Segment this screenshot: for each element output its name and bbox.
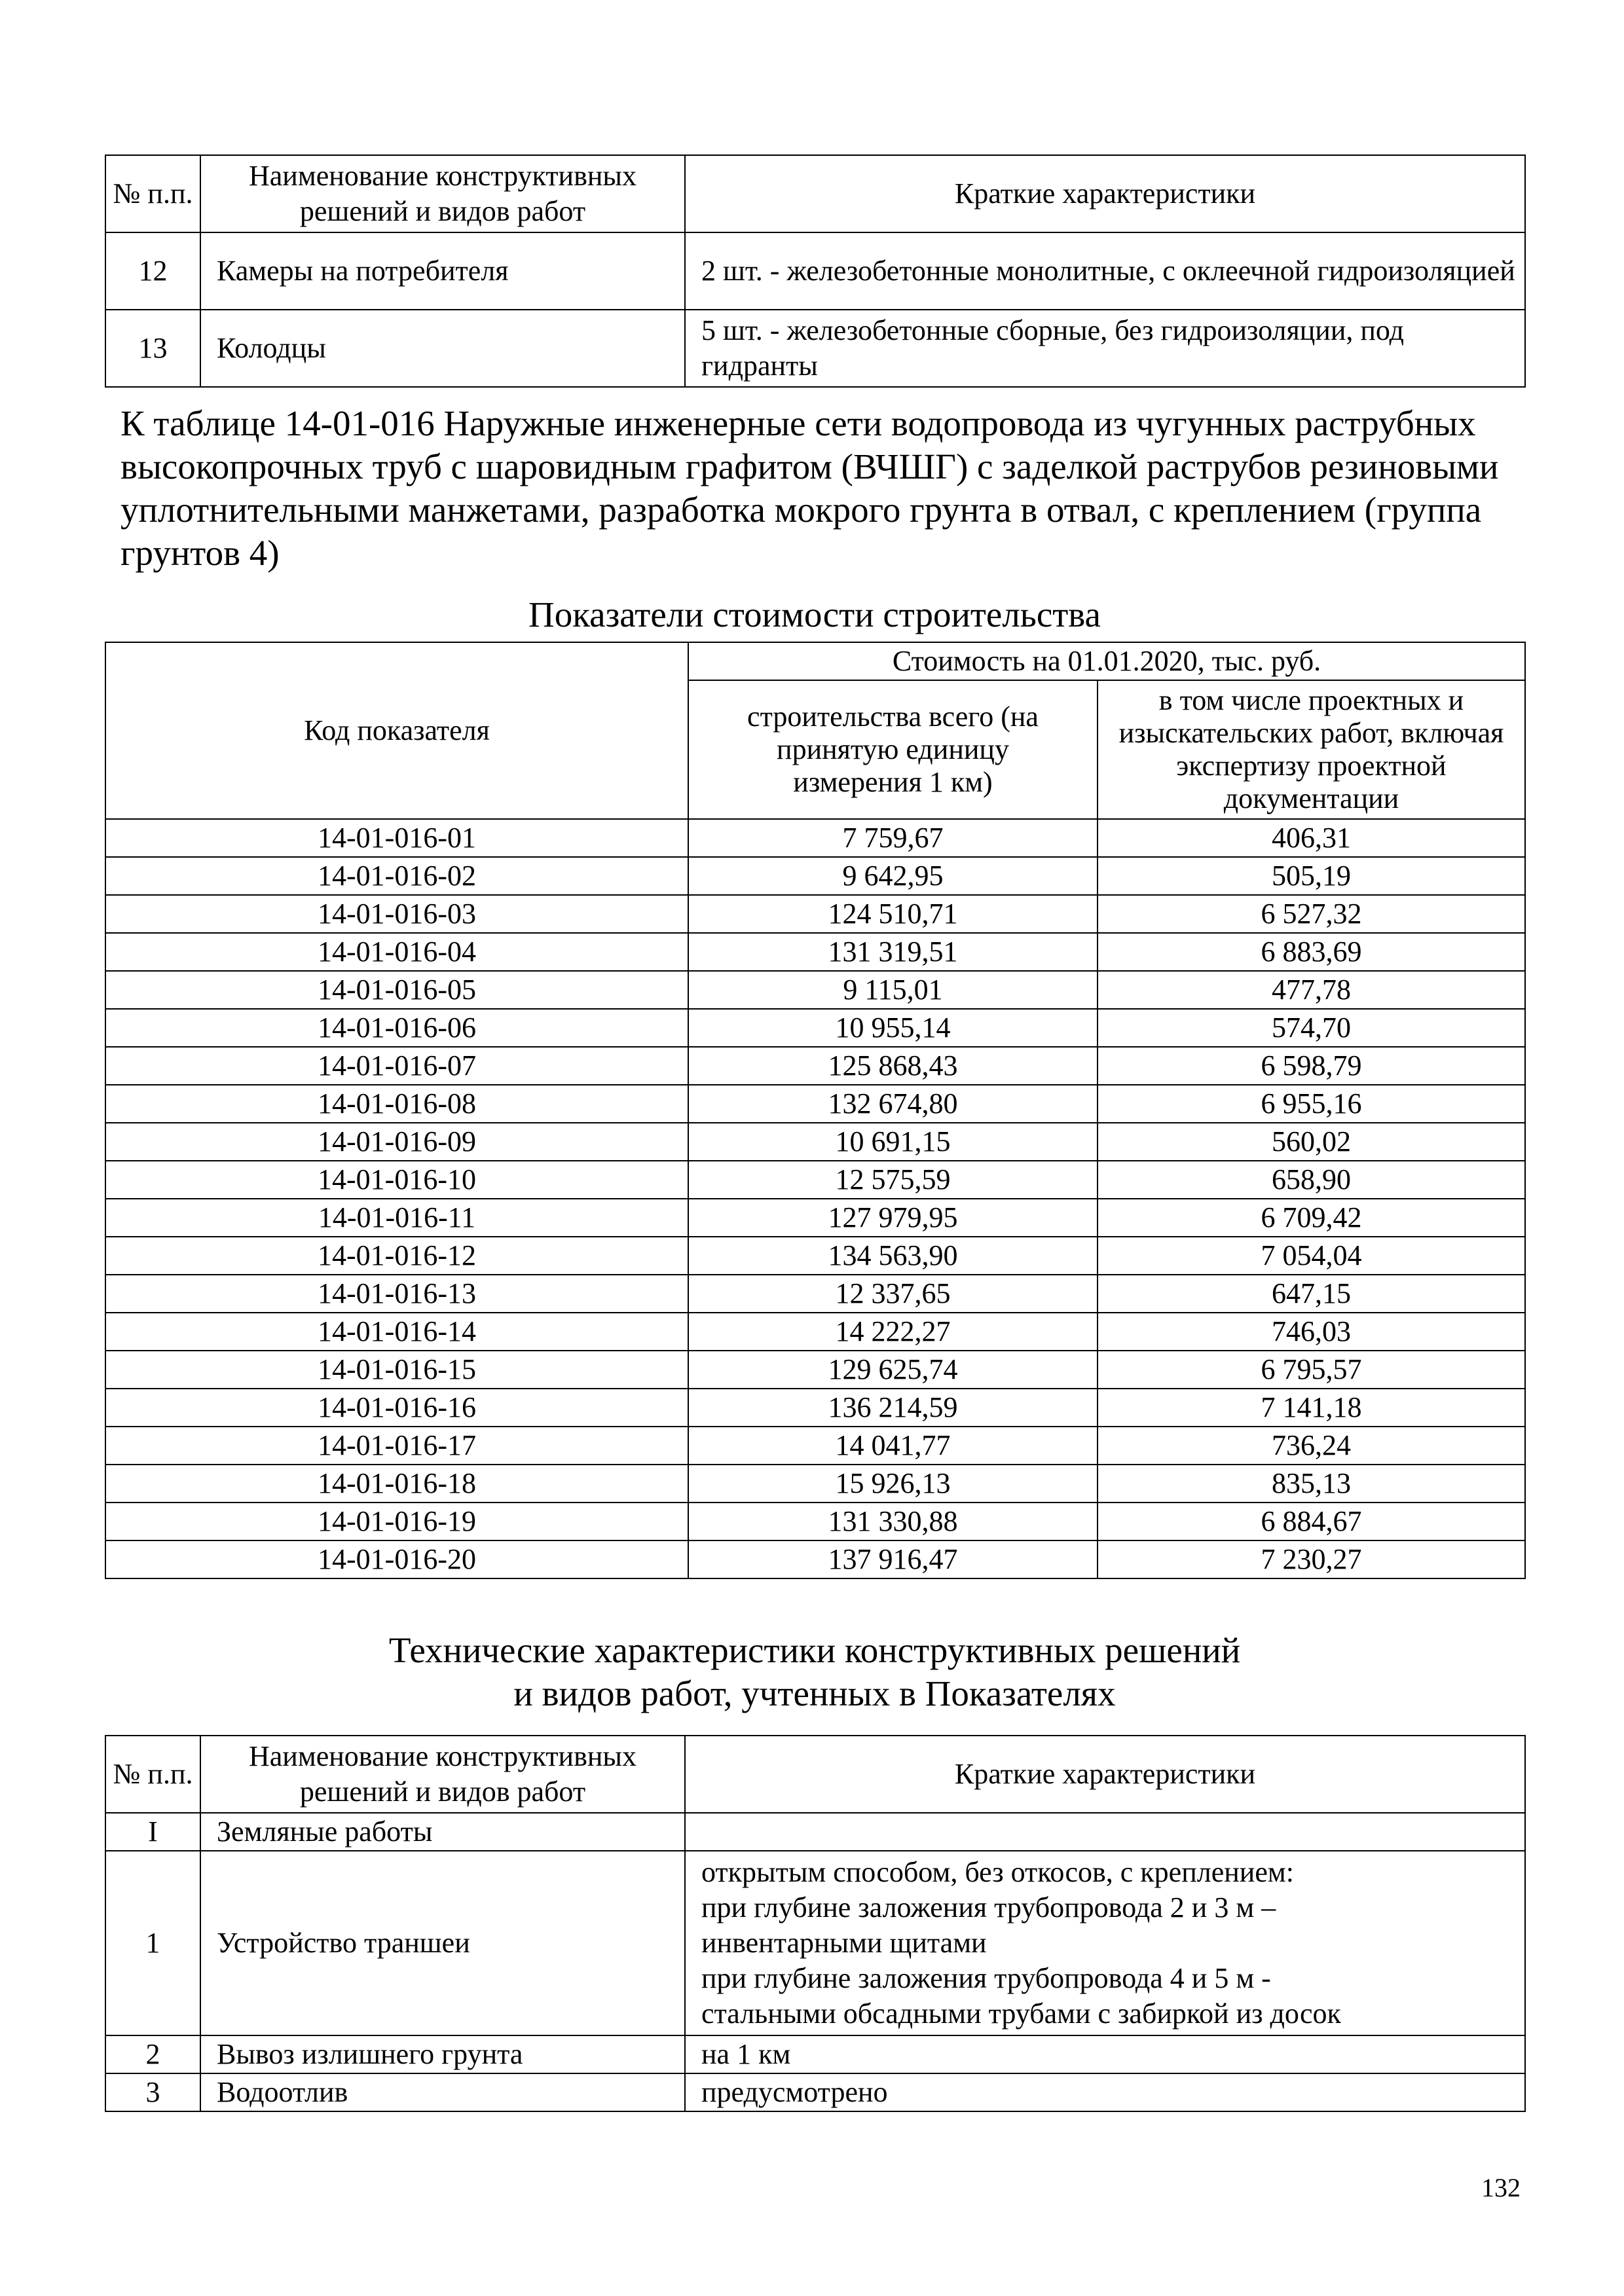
table-row <box>105 1427 1525 1465</box>
cell-total: 131 319,51 <box>688 933 1098 971</box>
cell-total: 12 337,65 <box>688 1275 1098 1313</box>
cell-total: 14 222,27 <box>688 1313 1098 1351</box>
tech-table <box>105 1735 1526 2112</box>
table-header-row <box>105 1736 1525 1813</box>
tech-caption-line: Технические характеристики конструктивных решений <box>388 1630 1241 1670</box>
table-row <box>105 2073 1525 2111</box>
row-name: Устройство траншеи <box>200 1851 685 2035</box>
cell-code: 14-01-016-12 <box>105 1237 688 1275</box>
desc-line: открытым способом, без откосов, с креплением: <box>701 1856 1294 1888</box>
row-name: Водоотлив <box>200 2073 685 2111</box>
row-num: I <box>105 1813 200 1851</box>
table-row <box>105 1389 1525 1427</box>
header-cost-group: Стоимость на 01.01.2020, тыс. руб. <box>688 642 1525 680</box>
row-num: 3 <box>105 2073 200 2111</box>
table-row <box>105 1047 1525 1085</box>
cell-code: 14-01-016-15 <box>105 1351 688 1389</box>
table-row <box>105 1813 1525 1851</box>
table-row <box>105 1161 1525 1199</box>
row-name: Земляные работы <box>200 1813 685 1851</box>
top-table <box>105 155 1526 388</box>
cell-design: 7 230,27 <box>1098 1540 1525 1578</box>
desc-line: при глубине заложения трубопровода 2 и 3 м – <box>701 1891 1276 1923</box>
row-desc: на 1 км <box>685 2035 1525 2073</box>
cell-code: 14-01-016-03 <box>105 895 688 933</box>
table-row <box>105 971 1525 1009</box>
cell-total: 132 674,80 <box>688 1085 1098 1123</box>
cell-total: 9 115,01 <box>688 971 1098 1009</box>
desc-line: стальными обсадными трубами с забиркой из досок <box>701 1997 1341 2030</box>
table-header-row <box>105 155 1525 232</box>
table-row <box>105 1085 1525 1123</box>
cell-code: 14-01-016-09 <box>105 1123 688 1161</box>
header-name: Наименование конструктивных решений и видов работ <box>200 155 685 232</box>
table-row <box>105 1199 1525 1237</box>
cell-total: 134 563,90 <box>688 1237 1098 1275</box>
cell-code: 14-01-016-07 <box>105 1047 688 1085</box>
cell-design: 647,15 <box>1098 1275 1525 1313</box>
cell-design: 7 054,04 <box>1098 1237 1525 1275</box>
cell-code: 14-01-016-05 <box>105 971 688 1009</box>
header-design: в том числе проектных и изыскательских работ, включая экспертизу проектной документации <box>1098 680 1525 819</box>
table-row <box>105 1503 1525 1540</box>
table-row <box>105 895 1525 933</box>
header-num: № п.п. <box>105 1736 200 1813</box>
table-row <box>105 1465 1525 1503</box>
cell-design: 406,31 <box>1098 819 1525 857</box>
cell-design: 505,19 <box>1098 857 1525 895</box>
cost-table-body <box>105 819 1525 1578</box>
table-row <box>105 232 1525 310</box>
cell-total: 7 759,67 <box>688 819 1098 857</box>
header-desc: Краткие характеристики <box>685 1736 1525 1813</box>
cost-table-caption: Показатели стоимости строительства <box>528 594 1101 634</box>
row-num: 12 <box>105 232 200 310</box>
table-row <box>105 2035 1525 2073</box>
cell-design: 6 955,16 <box>1098 1085 1525 1123</box>
desc-line: инвентарными щитами <box>701 1927 987 1959</box>
row-num: 2 <box>105 2035 200 2073</box>
cell-code: 14-01-016-10 <box>105 1161 688 1199</box>
cell-total: 10 955,14 <box>688 1009 1098 1047</box>
header-num: № п.п. <box>105 155 200 232</box>
cell-design: 6 527,32 <box>1098 895 1525 933</box>
row-desc: предусмотрено <box>685 2073 1525 2111</box>
row-desc <box>685 1851 1525 2035</box>
desc-line: при глубине заложения трубопровода 4 и 5 м - <box>701 1962 1271 1994</box>
row-desc <box>685 1813 1525 1851</box>
cell-design: 6 709,42 <box>1098 1199 1525 1237</box>
cell-code: 14-01-016-02 <box>105 857 688 895</box>
cell-code: 14-01-016-20 <box>105 1540 688 1578</box>
cell-code: 14-01-016-08 <box>105 1085 688 1123</box>
table-row <box>105 857 1525 895</box>
cell-code: 14-01-016-01 <box>105 819 688 857</box>
table-row <box>105 819 1525 857</box>
row-desc: 2 шт. - железобетонные монолитные, с оклеечной гидроизоляцией <box>685 232 1525 310</box>
cell-total: 10 691,15 <box>688 1123 1098 1161</box>
cell-design: 477,78 <box>1098 971 1525 1009</box>
cell-code: 14-01-016-06 <box>105 1009 688 1047</box>
cell-total: 131 330,88 <box>688 1503 1098 1540</box>
table-row <box>105 1009 1525 1047</box>
table-row <box>105 1540 1525 1578</box>
cell-total: 136 214,59 <box>688 1389 1098 1427</box>
table-row <box>105 1237 1525 1275</box>
header-name: Наименование конструктивных решений и видов работ <box>200 1736 685 1813</box>
cell-code: 14-01-016-11 <box>105 1199 688 1237</box>
row-num: 1 <box>105 1851 200 2035</box>
cell-code: 14-01-016-16 <box>105 1389 688 1427</box>
table-row <box>105 310 1525 387</box>
cell-total: 129 625,74 <box>688 1351 1098 1389</box>
page-number: 132 <box>1481 2173 1521 2202</box>
table-row <box>105 933 1525 971</box>
cell-code: 14-01-016-14 <box>105 1313 688 1351</box>
cell-total: 125 868,43 <box>688 1047 1098 1085</box>
table-row <box>105 1351 1525 1389</box>
tech-table-caption <box>105 1629 1524 1715</box>
row-desc: 5 шт. - железобетонные сборные, без гидроизоляции, под гидранты <box>685 310 1525 387</box>
cell-total: 15 926,13 <box>688 1465 1098 1503</box>
header-desc: Краткие характеристики <box>685 155 1525 232</box>
row-num: 13 <box>105 310 200 387</box>
cost-table <box>105 642 1526 1579</box>
table-row <box>105 1851 1525 2035</box>
cell-design: 6 795,57 <box>1098 1351 1525 1389</box>
table-header-row <box>105 642 1525 680</box>
row-name: Вывоз излишнего грунта <box>200 2035 685 2073</box>
cell-design: 560,02 <box>1098 1123 1525 1161</box>
cell-code: 14-01-016-13 <box>105 1275 688 1313</box>
cell-design: 574,70 <box>1098 1009 1525 1047</box>
cell-code: 14-01-016-19 <box>105 1503 688 1540</box>
cell-code: 14-01-016-18 <box>105 1465 688 1503</box>
table-row <box>105 1275 1525 1313</box>
cell-design: 6 598,79 <box>1098 1047 1525 1085</box>
cell-total: 14 041,77 <box>688 1427 1098 1465</box>
cell-design: 746,03 <box>1098 1313 1525 1351</box>
cell-design: 6 884,67 <box>1098 1503 1525 1540</box>
cell-code: 14-01-016-04 <box>105 933 688 971</box>
tech-caption-line: и видов работ, учтенных в Показателях <box>513 1673 1116 1713</box>
cell-design: 835,13 <box>1098 1465 1525 1503</box>
cell-design: 658,90 <box>1098 1161 1525 1199</box>
row-name: Камеры на потребителя <box>200 232 685 310</box>
header-total: строительства всего (на принятую единицу измерения 1 км) <box>688 680 1098 819</box>
cell-design: 736,24 <box>1098 1427 1525 1465</box>
cell-total: 127 979,95 <box>688 1199 1098 1237</box>
cell-total: 12 575,59 <box>688 1161 1098 1199</box>
cell-design: 7 141,18 <box>1098 1389 1525 1427</box>
header-code: Код показателя <box>105 642 688 819</box>
cell-code: 14-01-016-17 <box>105 1427 688 1465</box>
cell-design: 6 883,69 <box>1098 933 1525 971</box>
cell-total: 124 510,71 <box>688 895 1098 933</box>
cell-total: 137 916,47 <box>688 1540 1098 1578</box>
section-heading: К таблице 14-01-016 Наружные инженерные сети водопровода из чугунных раструбных высокопрочных труб с шаровидным графитом (ВЧШГ) с заделкой раструбов резиновыми уплотнительными манжетами, разработка мокрого грунта в отвал, с креплением (группа грунтов 4) <box>120 403 1499 573</box>
table-row <box>105 1313 1525 1351</box>
table-row <box>105 1123 1525 1161</box>
cell-total: 9 642,95 <box>688 857 1098 895</box>
row-name: Колодцы <box>200 310 685 387</box>
